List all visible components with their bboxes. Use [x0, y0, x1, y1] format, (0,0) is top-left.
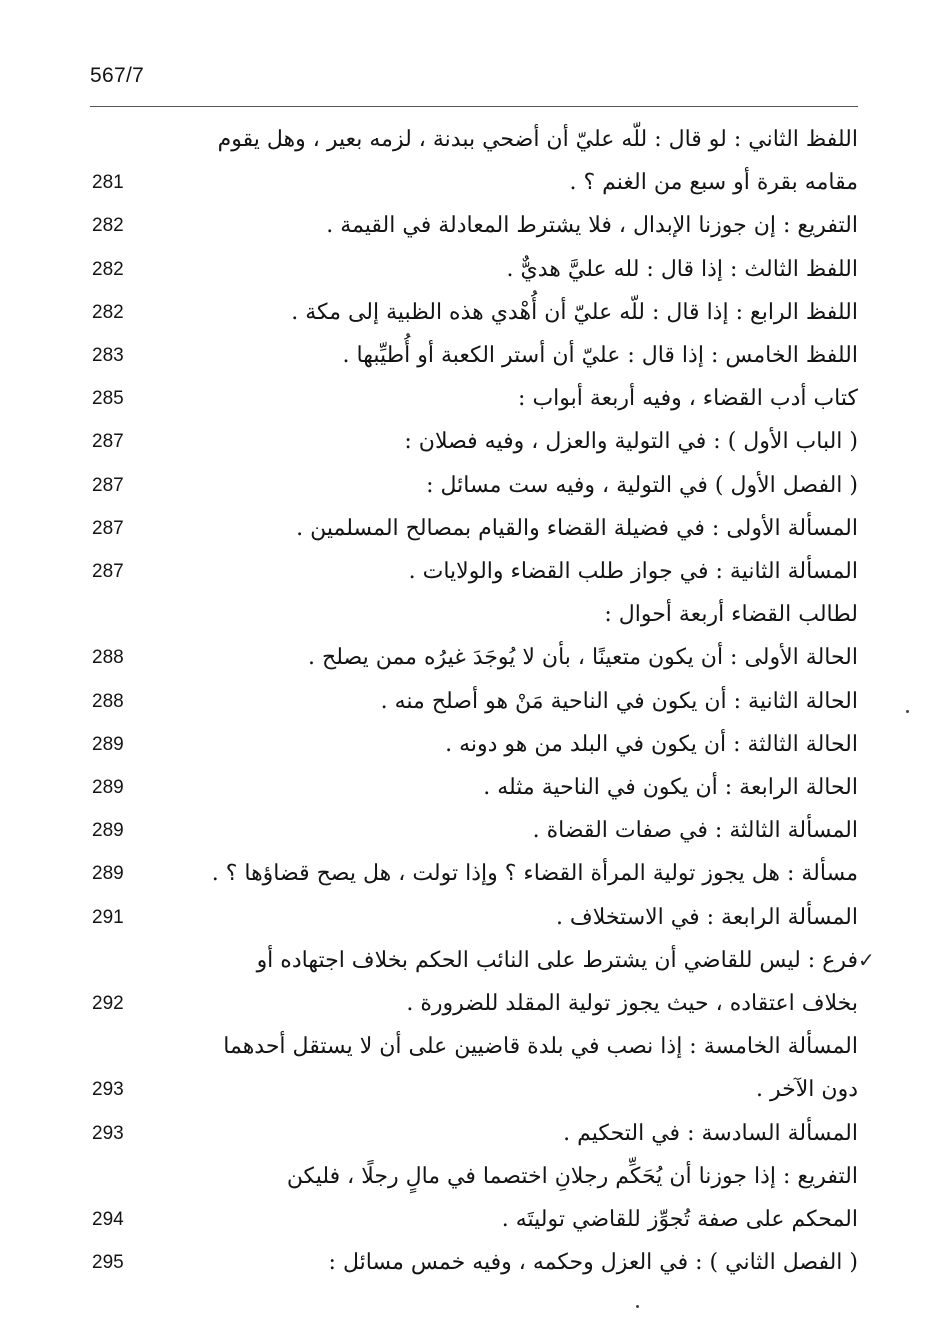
toc-row — [0, 766, 934, 809]
toc-entry-text: المسألة الثانية : في جواز طلب القضاء والولايات . — [408, 559, 858, 584]
toc-page-number: 282 — [92, 215, 124, 237]
toc-page-number: 287 — [92, 517, 124, 539]
toc-row — [0, 334, 934, 377]
toc-entry-text: المحكم على صفة تُجوِّز للقاضي توليتَه . — [501, 1207, 858, 1232]
toc-page-number: 287 — [92, 561, 124, 582]
toc-row — [0, 852, 934, 895]
toc-row — [0, 680, 934, 723]
page-number: 567/7 — [90, 64, 145, 87]
toc-row — [0, 507, 934, 550]
toc-entry-text: الحالة الرابعة : أن يكون في الناحية مثله . — [483, 775, 858, 800]
toc-page-number: 287 — [92, 431, 124, 453]
scan-speck — [906, 710, 909, 713]
toc-row — [0, 420, 934, 463]
toc-page-number: 289 — [92, 733, 124, 755]
toc-row — [0, 939, 934, 982]
toc-page-number: 282 — [92, 301, 124, 323]
toc-page-number: 294 — [92, 1209, 124, 1230]
toc-entry-text: مسألة : هل يجوز تولية المرأة القضاء ؟ وإذا تولت ، هل يصح قضاؤها ؟ . — [211, 861, 858, 887]
toc-page-number: 293 — [92, 1122, 124, 1144]
toc-page-number: 288 — [92, 647, 124, 669]
toc-row — [0, 982, 934, 1025]
toc-page-number: 289 — [92, 820, 124, 842]
toc-entry-text: الحالة الثانية : أن يكون في الناحية مَنْ هو أصلح منه . — [380, 688, 858, 714]
toc-row — [0, 1025, 934, 1068]
toc-page-number: 285 — [92, 388, 124, 410]
toc-row — [0, 1155, 934, 1198]
toc-entry-text: كتاب أدب القضاء ، وفيه أربعة أبواب : — [518, 386, 858, 412]
toc-row — [0, 550, 934, 593]
toc-entry-text: المسألة الأولى : في فضيلة القضاء والقيام بمصالح المسلمين . — [296, 515, 858, 541]
toc-row — [0, 1198, 934, 1241]
scan-speck — [636, 1305, 639, 1308]
toc-entry-text: اللفظ الرابع : إذا قال : للّه عليّ أن أُهْدي هذه الظبية إلى مكة . — [291, 299, 858, 325]
toc-entry-text: التفريع : إن جوزنا الإبدال ، فلا يشترط المعادلة في القيمة . — [326, 213, 858, 239]
toc-page-number: 289 — [92, 777, 124, 798]
toc-entry-text: فرع : ليس للقاضي أن يشترط على النائب الحكم بخلاف اجتهاده أو — [256, 947, 858, 973]
toc-entry-text: اللفظ الخامس : إذا قال : عليّ أن أستر الكعبة أو أُطيِّبها . — [342, 343, 858, 368]
toc-entry-text: الحالة الثالثة : أن يكون في البلد من هو دونه . — [445, 731, 858, 757]
toc-entry-text: اللفظ الثالث : إذا قال : لله عليَّ هديٌّ . — [506, 256, 858, 282]
toc-page-number: 289 — [92, 863, 124, 885]
toc-entry-text: الحالة الأولى : أن يكون متعينًا ، بأن لا يُوجَدَ غيرُه ممن يصلح . — [308, 645, 858, 671]
toc-page-number: 287 — [92, 474, 124, 496]
toc-row — [0, 593, 934, 636]
toc-entry-text: المسألة الرابعة : في الاستخلاف . — [555, 904, 858, 930]
toc-entry-text: المسألة الثالثة : في صفات القضاة . — [532, 818, 858, 844]
toc-entry-text: المسألة السادسة : في التحكيم . — [563, 1120, 858, 1146]
toc-entry-text: المسألة الخامسة : إذا نصب في بلدة قاضيين على أن لا يستقل أحدهما — [223, 1034, 858, 1060]
toc-row — [0, 896, 934, 939]
toc-row — [0, 1112, 934, 1155]
toc-page-number: 295 — [92, 1252, 124, 1274]
toc-row — [0, 161, 934, 204]
toc-row — [0, 291, 934, 334]
toc-page-number: 283 — [92, 345, 124, 366]
toc-row — [0, 464, 934, 507]
toc-entry-text: مقامه بقرة أو سبع من الغنم ؟ . — [569, 170, 858, 196]
toc-page-number: 292 — [92, 993, 124, 1014]
toc-entry-text: ( الباب الأول ) : في التولية والعزل ، وفيه فصلان : — [404, 429, 858, 455]
toc-entry-text: بخلاف اعتقاده ، حيث يجوز تولية المقلد للضرورة . — [406, 991, 858, 1016]
toc-row — [0, 248, 934, 291]
toc-row — [0, 809, 934, 852]
toc-row — [0, 204, 934, 247]
toc-page-number: 282 — [92, 258, 124, 280]
toc-row — [0, 1068, 934, 1111]
toc-row — [0, 723, 934, 766]
toc-row — [0, 377, 934, 420]
toc-entry-text: دون الآخر . — [756, 1077, 858, 1103]
toc-entry-text: لطالب القضاء أربعة أحوال : — [604, 602, 858, 628]
toc-entry-text: اللفظ الثاني : لو قال : للّه عليّ أن أضحي ببدنة ، لزمه بعير ، وهل يقوم — [217, 127, 858, 152]
toc-row — [0, 1241, 934, 1284]
toc-page-number: 281 — [92, 172, 124, 194]
toc-entry-text: ( الفصل الأول ) في التولية ، وفيه ست مسائل : — [426, 472, 858, 498]
toc-entry-text: ( الفصل الثاني ) : في العزل وحكمه ، وفيه خمس مسائل : — [328, 1250, 858, 1276]
toc-page-number: 288 — [92, 690, 124, 712]
toc-row — [0, 118, 934, 161]
toc-entry-text: التفريع : إذا جوزنا أن يُحَكِّم رجلانِ اختصما في مالٍ رجلًا ، فليكن — [286, 1163, 858, 1189]
toc-page-number: 291 — [92, 906, 124, 928]
handwritten-check-mark: ✓ — [858, 947, 875, 972]
toc-page-number: 293 — [92, 1079, 124, 1101]
toc-row — [0, 636, 934, 679]
